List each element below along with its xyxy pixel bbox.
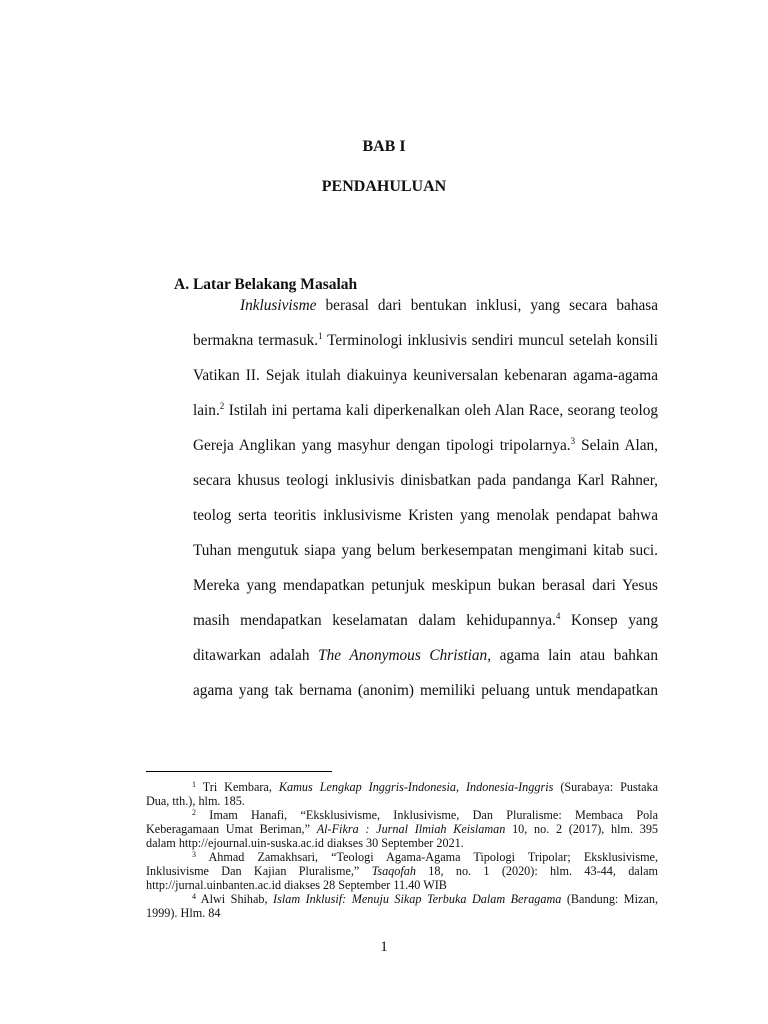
paragraph-line: lain.$^2$ Istilah ini pertama kali diperkenalkan oleh Alan Race, seorang teolog xyxy=(193,401,658,419)
footnote-2: $^2$ Imam Hanafi, “Eksklusivisme, Inklusivisme, Dan Pluralisme: Membaca Pola Keberagamaan Umat Beriman,” Al-Fikra : Jurnal Ilmiah Keislaman 10, no. 2 (2017), hlm. 395 dalam http://ejournal.uin-suska.ac.id diakses 30 September 2021. xyxy=(146,808,658,850)
paragraph-line: Vatikan II. Sejak itulah diakuinya keuniversalan kebenaran agama-agama xyxy=(193,367,658,384)
footnote-ref: 3 xyxy=(570,436,576,446)
paragraph-line: secara khusus teologi inklusivis dinisbatkan pada pandanga Karl Rahner, xyxy=(193,472,658,489)
footnote-1: $^1$ Tri Kembara, Kamus Lengkap Inggris-Indonesia, Indonesia-Inggris (Surabaya: Pustaka Dua, tth.), hlm. 185. xyxy=(146,780,658,808)
paragraph-line: Tuhan mengutuk siapa yang belum berkesempatan mengimani kitab suci. xyxy=(193,542,658,559)
chapter-title: PENDAHULUAN xyxy=(321,178,447,195)
italic-term: The Anonymous Christian, xyxy=(318,647,492,664)
paragraph-line: Mereka yang mendapatkan petunjuk meskipun bukan berasal dari Yesus xyxy=(193,577,658,594)
paragraph-line: teolog serta teoritis inklusivisme Kristen yang menolak pendapat bahwa xyxy=(193,507,658,524)
paragraph-line: bermakna termasuk.$^1$ Terminologi inklusivis sendiri muncul setelah konsili xyxy=(193,331,658,349)
paragraph-line: agama yang tak bernama (anonim) memiliki peluang untuk mendapatkan xyxy=(193,682,658,699)
footnote-3: $^3$ Ahmad Zamakhsari, “Teologi Agama-Agama Tipologi Tripolar; Eksklusivisme, Inklusivisme Dan Kajian Pluralisme,” Tsaqofah 18, no. 1 (2020): hlm. 43-44, dalam http://jurnal.uinbanten.ac.id diakses 28 September 11.40 WIB xyxy=(146,850,658,892)
italic-term: Inklusivisme xyxy=(240,297,317,314)
chapter-number: BAB I xyxy=(362,138,406,155)
footnote-separator xyxy=(146,771,332,772)
footnote-ref: 1 xyxy=(318,331,323,341)
paragraph-line: masih mendapatkan keselamatan dalam kehidupannya.$^4$ Konsep yang xyxy=(193,611,658,629)
footnote-ref: 4 xyxy=(555,611,561,621)
footnote-ref: 2 xyxy=(219,401,225,411)
paragraph-line: Gereja Anglikan yang masyhur dengan tipologi tripolarnya.$^3$ Selain Alan, xyxy=(193,436,658,454)
footnote-4: $^4$ Alwi Shihab, Islam Inklusif: Menuju Sikap Terbuka Dalam Beragama (Bandung: Mizan, 1999). Hlm. 84 xyxy=(146,892,658,920)
page-number: 1 xyxy=(380,939,388,955)
paragraph-line: Inklusivisme berasal dari bentukan inklusi, yang secara bahasa xyxy=(240,297,658,314)
paragraph-line: ditawarkan adalah The Anonymous Christian, agama lain atau bahkan xyxy=(193,647,658,664)
section-heading: A. Latar Belakang Masalah xyxy=(174,276,358,293)
